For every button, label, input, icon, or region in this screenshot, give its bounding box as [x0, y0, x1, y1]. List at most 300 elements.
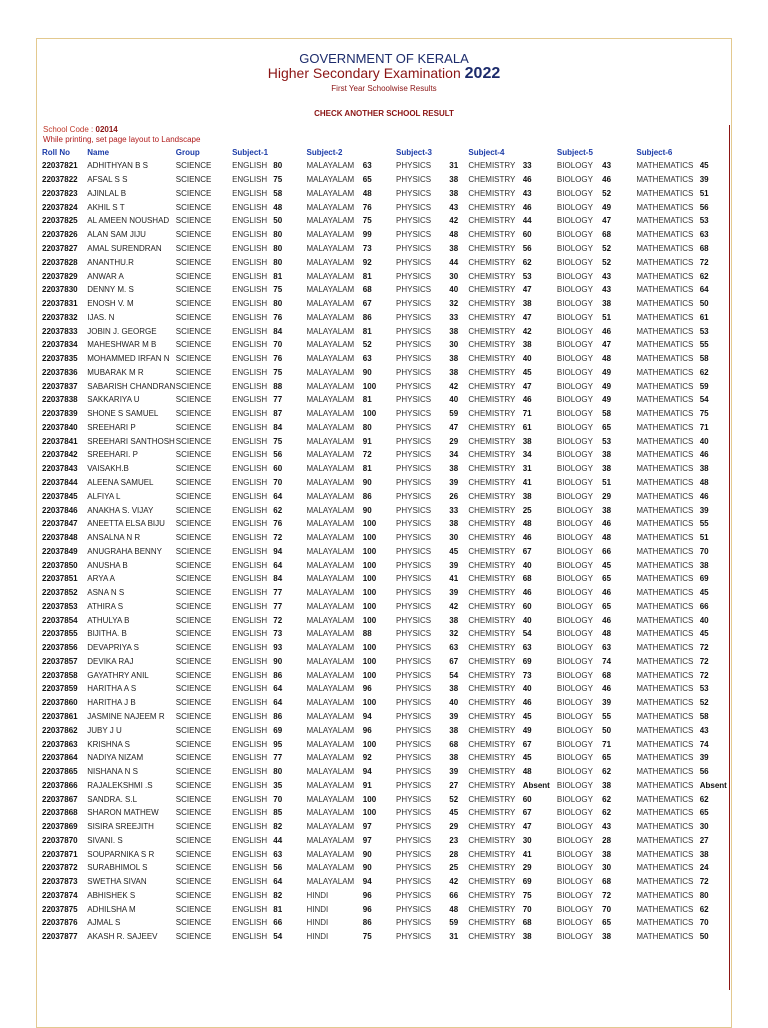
subject-2-name: MALAYALAM: [306, 877, 355, 887]
group: SCIENCE: [175, 505, 212, 515]
subject-4-name: CHEMISTRY: [468, 477, 516, 487]
subject-6-mark: 62: [699, 271, 709, 281]
subject-6-name: MATHEMATICS: [636, 505, 694, 515]
group: SCIENCE: [175, 712, 212, 721]
subject-1-mark: 76: [273, 312, 283, 322]
subject-6-mark: 72: [699, 257, 709, 267]
subject-2-mark: 97: [362, 835, 372, 845]
table-row: [42, 324, 730, 338]
roll-no: 22037830: [42, 285, 78, 295]
subject-5-name: BIOLOGY: [556, 794, 593, 804]
subject-4-name: CHEMISTRY: [468, 670, 516, 680]
subject-2-mark: 75: [362, 216, 372, 226]
subject-1-name: ENGLISH: [232, 533, 268, 543]
subject-2-name: MALAYALAM: [306, 395, 355, 405]
subject-6-name: MATHEMATICS: [636, 464, 694, 474]
subject-4-name: CHEMISTRY: [468, 725, 516, 735]
student-name: SIVANI. S: [87, 835, 123, 845]
subject-3-name: PHYSICS: [396, 574, 432, 584]
table-row: [42, 517, 730, 531]
subject-4-mark: 67: [522, 739, 532, 749]
subject-5-name: BIOLOGY: [556, 739, 593, 749]
subject-2-mark: 88: [362, 629, 372, 639]
column-header: Subject-4: [468, 148, 505, 157]
subject-2-name: MALAYALAM: [306, 698, 355, 708]
subject-6-name: MATHEMATICS: [636, 230, 694, 240]
subject-6-mark: 46: [699, 450, 709, 460]
subject-6-name: MATHEMATICS: [636, 822, 694, 832]
subject-4-mark: 44: [522, 216, 532, 226]
subject-6-mark: 51: [699, 188, 709, 198]
subject-3-name: PHYSICS: [396, 643, 432, 653]
subject-5-mark: 51: [602, 312, 612, 322]
roll-no: 22037821: [42, 161, 78, 171]
subject-3-name: PHYSICS: [396, 725, 432, 735]
subject-5-name: BIOLOGY: [556, 188, 593, 198]
subject-6-name: MATHEMATICS: [636, 808, 694, 818]
table-row: [42, 200, 730, 214]
subject-4-mark: 48: [522, 767, 532, 777]
roll-no: 22037872: [42, 863, 78, 873]
roll-no: 22037837: [42, 381, 78, 391]
roll-no: 22037843: [42, 464, 78, 474]
subject-3-name: PHYSICS: [396, 175, 432, 185]
subject-2-mark: 100: [362, 519, 377, 529]
subject-3-name: PHYSICS: [396, 409, 432, 419]
roll-no: 22037853: [42, 601, 78, 611]
subject-6-mark: 43: [699, 725, 709, 735]
subject-6-name: MATHEMATICS: [636, 670, 694, 680]
roll-no: 22037867: [42, 794, 78, 804]
subject-3-name: PHYSICS: [396, 188, 432, 198]
subject-4-mark: 67: [522, 546, 532, 556]
subject-1-name: ENGLISH: [232, 698, 268, 708]
check-another-school-link[interactable]: CHECK ANOTHER SCHOOL RESULT: [314, 109, 454, 118]
subject-3-mark: 38: [449, 188, 459, 198]
student-name: MOHAMMED IRFAN N: [87, 354, 170, 364]
subject-5-name: BIOLOGY: [556, 161, 593, 171]
subject-6-mark: 56: [699, 767, 709, 777]
subject-2-name: MALAYALAM: [306, 436, 355, 446]
table-row: [42, 255, 730, 269]
subject-2-mark: 100: [362, 808, 377, 818]
subject-6-mark: 54: [699, 395, 709, 405]
group: SCIENCE: [175, 780, 212, 790]
roll-no: 22037841: [42, 436, 78, 446]
subject-3-name: PHYSICS: [396, 422, 432, 432]
subject-1-mark: 84: [273, 422, 283, 432]
subject-3-mark: 67: [449, 656, 459, 666]
subject-1-mark: 80: [273, 230, 283, 240]
student-name: ATHIRA S: [87, 601, 124, 611]
subject-4-name: CHEMISTRY: [468, 560, 516, 570]
subject-5-mark: 47: [602, 216, 612, 226]
roll-no: 22037842: [42, 450, 78, 460]
roll-no: 22037856: [42, 643, 78, 653]
subject-3-name: PHYSICS: [396, 918, 432, 928]
subject-4-name: CHEMISTRY: [468, 243, 516, 253]
subject-6-mark: 68: [699, 243, 709, 253]
table-row: [42, 503, 730, 517]
subject-2-mark: 76: [362, 202, 372, 212]
subject-2-mark: 48: [362, 188, 372, 198]
subject-5-mark: 72: [602, 890, 612, 900]
subject-2-name: MALAYALAM: [306, 822, 355, 832]
table-row: [42, 462, 730, 476]
subject-2-mark: 96: [362, 890, 372, 900]
student-name: HARITHA J B: [87, 698, 136, 708]
group: SCIENCE: [175, 202, 212, 212]
subject-4-mark: 34: [522, 450, 532, 460]
subject-2-name: MALAYALAM: [306, 161, 355, 171]
subject-3-mark: 42: [449, 216, 459, 226]
subject-5-mark: 38: [602, 299, 612, 309]
subject-4-name: CHEMISTRY: [468, 863, 516, 873]
student-name: SREEHARI SANTHOSH: [87, 436, 175, 446]
subject-5-name: BIOLOGY: [556, 890, 593, 900]
subject-6-mark: 39: [699, 505, 709, 515]
subject-3-name: PHYSICS: [396, 436, 432, 446]
subject-1-mark: 75: [273, 367, 283, 377]
group: SCIENCE: [175, 698, 212, 708]
student-name: NISHANA N S: [87, 767, 138, 777]
subject-1-mark: 80: [273, 299, 283, 309]
subject-4-mark: 30: [522, 835, 532, 845]
subject-3-mark: 41: [449, 574, 459, 584]
table-row: [42, 875, 730, 889]
table-row: [42, 283, 730, 297]
subject-6-mark: 58: [699, 712, 709, 721]
group: SCIENCE: [175, 767, 212, 777]
subject-5-mark: 45: [602, 560, 612, 570]
subject-6-mark: 64: [699, 285, 709, 295]
table-row: [42, 228, 730, 242]
subject-5-name: BIOLOGY: [556, 712, 593, 721]
subject-4-name: CHEMISTRY: [468, 381, 516, 391]
subject-6-mark: 24: [699, 863, 709, 873]
subject-6-mark: 65: [699, 808, 709, 818]
table-row: [42, 242, 730, 256]
subject-2-mark: 100: [362, 698, 377, 708]
subject-3-name: PHYSICS: [396, 656, 432, 666]
subject-1-mark: 80: [273, 161, 283, 171]
subject-1-mark: 80: [273, 257, 283, 267]
subject-6-name: MATHEMATICS: [636, 588, 694, 598]
group: SCIENCE: [175, 629, 212, 639]
subject-6-name: MATHEMATICS: [636, 161, 694, 171]
group: SCIENCE: [175, 312, 212, 322]
subject-1-mark: 48: [273, 202, 283, 212]
subject-5-name: BIOLOGY: [556, 877, 593, 887]
subject-2-name: MALAYALAM: [306, 574, 355, 584]
subject-4-name: CHEMISTRY: [468, 629, 516, 639]
subject-1-name: ENGLISH: [232, 849, 268, 859]
subject-4-name: CHEMISTRY: [468, 753, 516, 763]
subject-6-name: MATHEMATICS: [636, 684, 694, 694]
subject-4-name: CHEMISTRY: [468, 739, 516, 749]
subject-1-mark: 90: [273, 656, 283, 666]
subject-1-name: ENGLISH: [232, 381, 268, 391]
subject-5-name: BIOLOGY: [556, 629, 593, 639]
group: SCIENCE: [175, 808, 212, 818]
subject-2-mark: 91: [362, 436, 372, 446]
subject-4-mark: 60: [522, 601, 532, 611]
subject-5-name: BIOLOGY: [556, 588, 593, 598]
subject-6-mark: 27: [699, 835, 709, 845]
subject-2-name: HINDI: [306, 904, 329, 914]
school-code-value: 02014: [95, 125, 118, 134]
subject-5-mark: 43: [602, 161, 612, 171]
group: SCIENCE: [175, 464, 212, 474]
subject-3-mark: 48: [449, 904, 459, 914]
subject-1-name: ENGLISH: [232, 560, 268, 570]
subject-1-mark: 70: [273, 794, 283, 804]
subject-2-mark: 81: [362, 464, 372, 474]
subject-5-name: BIOLOGY: [556, 464, 593, 474]
subject-6-name: MATHEMATICS: [636, 574, 694, 584]
student-name: ANUSHA B: [87, 560, 128, 570]
subject-1-mark: 64: [273, 684, 283, 694]
student-name: JUBY J U: [87, 725, 122, 735]
roll-no: 22037825: [42, 216, 78, 226]
subject-1-mark: 56: [273, 450, 283, 460]
subject-3-mark: 52: [449, 794, 459, 804]
subject-5-name: BIOLOGY: [556, 175, 593, 185]
subject-4-name: CHEMISTRY: [468, 326, 516, 336]
subject-1-mark: 70: [273, 340, 283, 350]
subject-6-name: MATHEMATICS: [636, 519, 694, 529]
subject-6-mark: 70: [699, 546, 709, 556]
subject-3-name: PHYSICS: [396, 890, 432, 900]
subject-1-mark: 50: [273, 216, 283, 226]
subject-6-name: MATHEMATICS: [636, 918, 694, 928]
subject-5-name: BIOLOGY: [556, 381, 593, 391]
subject-6-name: MATHEMATICS: [636, 422, 694, 432]
column-header: Subject-2: [306, 148, 343, 157]
subject-2-name: MALAYALAM: [306, 285, 355, 295]
subject-5-mark: 48: [602, 533, 612, 543]
subject-5-mark: 49: [602, 367, 612, 377]
subject-3-name: PHYSICS: [396, 849, 432, 859]
subject-3-mark: 39: [449, 588, 459, 598]
subject-4-name: CHEMISTRY: [468, 340, 516, 350]
subject-5-mark: 46: [602, 615, 612, 625]
subject-5-name: BIOLOGY: [556, 450, 593, 460]
subject-2-name: MALAYALAM: [306, 643, 355, 653]
column-header: Subject-6: [636, 148, 673, 157]
subject-6-name: MATHEMATICS: [636, 712, 694, 721]
subject-4-name: CHEMISTRY: [468, 918, 516, 928]
subject-6-mark: 52: [699, 698, 709, 708]
group: SCIENCE: [175, 533, 212, 543]
subject-1-name: ENGLISH: [232, 175, 268, 185]
roll-no: 22037854: [42, 615, 78, 625]
student-name: ABHISHEK S: [87, 890, 136, 900]
table-row: [42, 778, 730, 792]
subject-6-mark: 72: [699, 643, 709, 653]
group: SCIENCE: [175, 835, 212, 845]
table-row: [42, 448, 730, 462]
subject-4-mark: 47: [522, 285, 532, 295]
subject-4-mark: 31: [522, 464, 532, 474]
subject-3-mark: 31: [449, 932, 459, 942]
subject-1-mark: 56: [273, 863, 283, 873]
subject-5-name: BIOLOGY: [556, 436, 593, 446]
subject-1-name: ENGLISH: [232, 271, 268, 281]
table-row: [42, 682, 730, 696]
subject-2-name: MALAYALAM: [306, 546, 355, 556]
subject-1-name: ENGLISH: [232, 739, 268, 749]
table-row: [42, 269, 730, 283]
subject-5-name: BIOLOGY: [556, 505, 593, 515]
subject-5-mark: 68: [602, 670, 612, 680]
group: SCIENCE: [175, 601, 212, 611]
subject-2-name: MALAYALAM: [306, 299, 355, 309]
subject-5-mark: 47: [602, 340, 612, 350]
subject-4-mark: 41: [522, 849, 532, 859]
subject-4-mark: 70: [522, 904, 532, 914]
group: SCIENCE: [175, 849, 212, 859]
subject-2-name: MALAYALAM: [306, 615, 355, 625]
student-name: KRISHNA S: [87, 739, 130, 749]
table-row: [42, 407, 730, 421]
subject-4-name: CHEMISTRY: [468, 367, 516, 377]
subject-2-mark: 81: [362, 395, 372, 405]
group: SCIENCE: [175, 684, 212, 694]
column-header: Name: [87, 148, 110, 157]
table-row: [42, 710, 730, 724]
roll-no: 22037823: [42, 188, 78, 198]
subject-3-name: PHYSICS: [396, 588, 432, 598]
subject-6-name: MATHEMATICS: [636, 767, 694, 777]
subject-6-mark: 53: [699, 216, 709, 226]
subject-5-name: BIOLOGY: [556, 519, 593, 529]
roll-no: 22037871: [42, 849, 78, 859]
subject-5-mark: 46: [602, 175, 612, 185]
subject-4-mark: 47: [522, 822, 532, 832]
subject-3-name: PHYSICS: [396, 767, 432, 777]
subject-1-mark: 77: [273, 753, 283, 763]
subject-6-name: MATHEMATICS: [636, 299, 694, 309]
table-row: [42, 930, 730, 944]
subject-3-name: PHYSICS: [396, 216, 432, 226]
student-name: AKHIL S T: [87, 202, 125, 212]
subject-5-name: BIOLOGY: [556, 312, 593, 322]
subject-4-mark: 42: [522, 326, 532, 336]
subject-4-mark: 60: [522, 794, 532, 804]
subject-4-mark: 49: [522, 725, 532, 735]
table-header-row: [42, 146, 730, 159]
print-note: While printing, set page layout to Landscape: [43, 135, 201, 144]
subject-5-mark: 50: [602, 725, 612, 735]
table-row: [42, 613, 730, 627]
subject-6-name: MATHEMATICS: [636, 794, 694, 804]
subject-4-mark: 38: [522, 299, 532, 309]
subject-2-mark: 90: [362, 863, 372, 873]
subject-3-mark: 30: [449, 271, 459, 281]
subject-3-mark: 40: [449, 395, 459, 405]
subject-2-name: MALAYALAM: [306, 808, 355, 818]
subject-3-mark: 38: [449, 519, 459, 529]
roll-no: 22037874: [42, 890, 78, 900]
subject-5-mark: 29: [602, 491, 612, 501]
subject-6-mark: 62: [699, 367, 709, 377]
subject-3-name: PHYSICS: [396, 794, 432, 804]
subject-4-mark: 38: [522, 491, 532, 501]
subject-6-name: MATHEMATICS: [636, 326, 694, 336]
group: SCIENCE: [175, 863, 212, 873]
student-name: SHONE S SAMUEL: [87, 409, 159, 419]
subject-2-mark: 52: [362, 340, 372, 350]
subject-3-name: PHYSICS: [396, 505, 432, 515]
student-name: ADHILSHA M: [87, 904, 136, 914]
roll-no: 22037831: [42, 299, 78, 309]
student-name: ENOSH V. M: [87, 299, 134, 309]
student-name: ALAN SAM JIJU: [87, 230, 146, 240]
table-row: [42, 379, 730, 393]
subject-2-name: HINDI: [306, 932, 329, 942]
subject-5-name: BIOLOGY: [556, 753, 593, 763]
subject-3-name: PHYSICS: [396, 202, 432, 212]
subject-1-name: ENGLISH: [232, 822, 268, 832]
subject-5-mark: 62: [602, 767, 612, 777]
subject-4-mark: 62: [522, 257, 532, 267]
subject-3-mark: 39: [449, 477, 459, 487]
roll-no: 22037844: [42, 477, 78, 487]
subject-6-mark: 30: [699, 822, 709, 832]
subject-3-mark: 28: [449, 849, 459, 859]
subject-5-name: BIOLOGY: [556, 918, 593, 928]
subject-3-mark: 48: [449, 230, 459, 240]
subject-5-name: BIOLOGY: [556, 780, 593, 790]
subject-4-mark: 54: [522, 629, 532, 639]
subject-3-name: PHYSICS: [396, 299, 432, 309]
subject-1-name: ENGLISH: [232, 436, 268, 446]
subject-5-mark: 39: [602, 698, 612, 708]
subject-1-name: ENGLISH: [232, 257, 268, 267]
student-name: SHARON MATHEW: [87, 808, 159, 818]
subject-6-name: MATHEMATICS: [636, 849, 694, 859]
subject-3-name: PHYSICS: [396, 464, 432, 474]
subject-2-name: MALAYALAM: [306, 354, 355, 364]
subject-5-name: BIOLOGY: [556, 725, 593, 735]
table-row: [42, 737, 730, 751]
roll-no: 22037862: [42, 725, 78, 735]
subject-5-name: BIOLOGY: [556, 546, 593, 556]
subject-2-name: MALAYALAM: [306, 533, 355, 543]
subject-1-mark: 77: [273, 588, 283, 598]
subject-5-mark: 38: [602, 505, 612, 515]
subject-3-name: PHYSICS: [396, 863, 432, 873]
subject-6-mark: 51: [699, 533, 709, 543]
group: SCIENCE: [175, 257, 212, 267]
table-row: [42, 600, 730, 614]
subject-3-mark: 45: [449, 808, 459, 818]
subject-1-mark: 76: [273, 354, 283, 364]
subject-3-name: PHYSICS: [396, 698, 432, 708]
subject-4-mark: 67: [522, 808, 532, 818]
table-row: [42, 668, 730, 682]
subject-6-mark: 40: [699, 615, 709, 625]
subject-5-name: BIOLOGY: [556, 656, 593, 666]
subject-3-name: PHYSICS: [396, 780, 432, 790]
subject-3-name: PHYSICS: [396, 450, 432, 460]
table-row: [42, 558, 730, 572]
subject-4-name: CHEMISTRY: [468, 464, 516, 474]
subject-4-mark: 40: [522, 615, 532, 625]
subject-4-mark: 40: [522, 684, 532, 694]
subject-3-mark: 34: [449, 450, 459, 460]
